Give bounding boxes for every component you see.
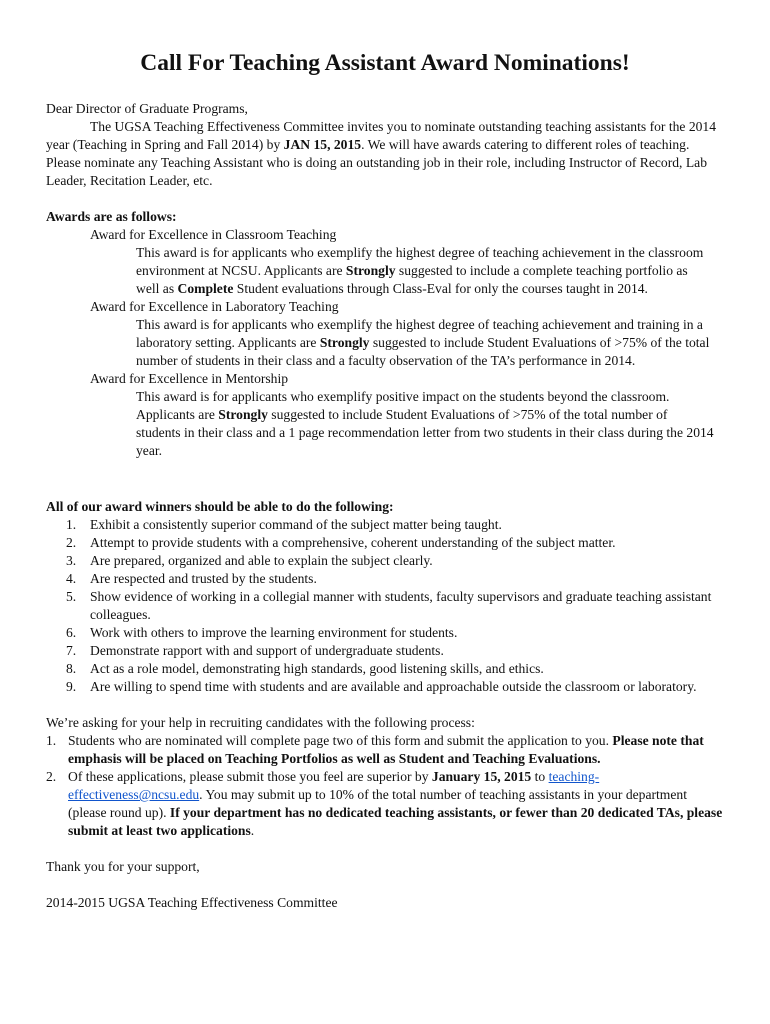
list-item: 5. Show evidence of working in a collegial manner with students, faculty supervisors and graduate teaching assistant colleagues. [66, 589, 712, 622]
process-intro: We’re asking for your help in recruiting candidates with the following process: [46, 715, 475, 730]
salutation: Dear Director of Graduate Programs, [46, 101, 248, 116]
award-desc-mentorship: This award is for applicants who exemplify positive impact on the students beyond the classroom. Applicants are Strongly suggested to include Student Evaluations of >75% of the total number of students in their class and a 1 page recommendation letter from two students in their class during the 2014 year. [136, 389, 714, 458]
closing: Thank you for your support, [46, 859, 200, 874]
intro-text-2: . We will have awards catering to different roles of teaching. Please nominate any Teaching Assistant who is doing an outstanding job in their role, including Instructor of Record, Lab Leader, Recitation Leader, etc. [46, 137, 707, 188]
qualities-list [46, 516, 724, 696]
spacer [46, 460, 724, 488]
award-name-classroom: Award for Excellence in Classroom Teaching [90, 227, 337, 242]
spacer [46, 488, 724, 498]
list-item: 6. Work with others to improve the learning environment for students. [66, 625, 458, 640]
award-name-mentorship: Award for Excellence in Mentorship [90, 371, 289, 386]
list-item: 8. Act as a role model, demonstrating high standards, good listening skills, and ethics. [66, 661, 544, 676]
process-step-2: 2. Of these applications, please submit those you feel are superior by January 15, 2015 to teaching-effectiveness@ncsu.edu. You may submit up to 10% of the total number of teaching assistants in your department (please round up). If your department has no dedicated teaching assistants, or fewer than 20 dedicated TAs, please submit at least two applications. [46, 769, 723, 838]
list-item: 3. Are prepared, organized and able to explain the subject clearly. [66, 553, 433, 568]
awards-heading: Awards are as follows: [46, 209, 177, 224]
intro-deadline: JAN 15, 2015 [283, 137, 362, 152]
process-list [46, 732, 724, 840]
list-item: 2. Attempt to provide students with a comprehensive, coherent understanding of the subject matter. [66, 535, 616, 550]
spacer [46, 696, 724, 714]
signature: 2014-2015 UGSA Teaching Effectiveness Committee [46, 895, 338, 910]
list-item: 1. Exhibit a consistently superior command of the subject matter being taught. [66, 517, 502, 532]
process-step-1: 1. Students who are nominated will complete page two of this form and submit the application to you. Please note that emphasis will be placed on Teaching Portfolios as well as Student and Teaching Evaluations. [46, 733, 704, 766]
qualities-heading: All of our award winners should be able to do the following: [46, 499, 394, 514]
award-desc-classroom: This award is for applicants who exemplify the highest degree of teaching achievement in the classroom environment at NCSU. Applicants are Strongly suggested to include a complete teaching portfolio as well as Complete Student evaluations through Class-Eval for only the courses taught in 2014. [136, 245, 704, 296]
award-name-laboratory: Award for Excellence in Laboratory Teaching [90, 299, 339, 314]
list-item: 9. Are willing to spend time with students and are available and approachable outside the classroom or laboratory. [66, 679, 697, 694]
spacer [46, 876, 724, 894]
intro-paragraph [46, 118, 724, 190]
spacer [46, 190, 724, 208]
award-desc-laboratory: This award is for applicants who exemplify the highest degree of teaching achievement and training in a laboratory setting. Applicants are Strongly suggested to include Student Evaluations of >75% of the total number of students in their class and a faculty observation of the TA’s performance in 2014. [136, 317, 710, 368]
page-title: Call For Teaching Assistant Award Nominations! [140, 50, 630, 76]
list-item: 4. Are respected and trusted by the students. [66, 571, 317, 586]
list-item: 7. Demonstrate rapport with and support of undergraduate students. [66, 643, 444, 658]
spacer [46, 840, 724, 858]
intro-text-1: The UGSA Teaching Effectiveness Committee invites you to nominate outstanding teaching assistants for the 2014 year (Teaching in Spring and Fall 2014) by [46, 119, 717, 152]
email-link[interactable]: teaching-effectiveness@ncsu.edu [68, 769, 600, 802]
